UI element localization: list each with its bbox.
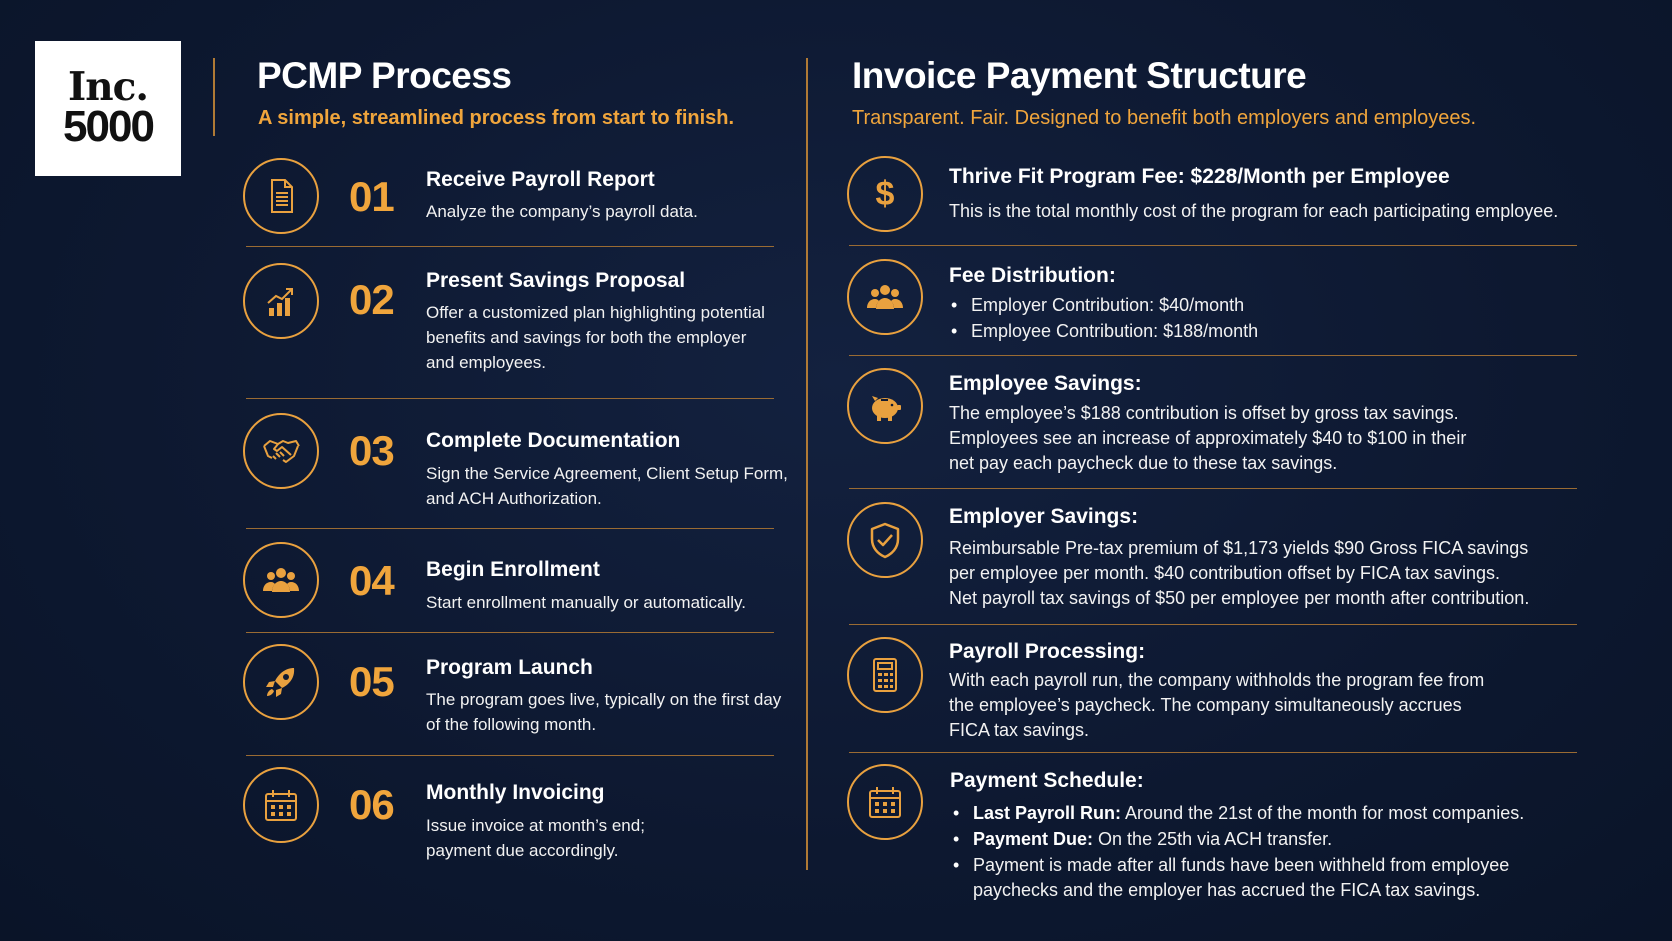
description-line: and ACH Authorization.: [426, 489, 602, 508]
pcmp-process-title: PCMP Process: [257, 55, 512, 96]
step-separator: [246, 246, 774, 247]
step-separator: [246, 528, 774, 529]
description-line: per employee per month. $40 contribution offset by FICA tax savings.: [949, 563, 1500, 583]
schedule-label: Payment Due:: [973, 829, 1094, 849]
step-title: Present Savings Proposal: [426, 269, 686, 292]
document-icon: [243, 158, 319, 234]
step-separator: [246, 398, 774, 399]
shield-check-icon: [847, 502, 923, 578]
payment-schedule-list: [951, 800, 1524, 878]
section-title: Thrive Fit Program Fee: $228/Month per Employee: [949, 165, 1450, 188]
calendar-icon: [847, 764, 923, 840]
description-line: Employees see an increase of approximately $40 to $100 in their: [949, 428, 1467, 448]
inc-5000-logo: [35, 41, 181, 176]
step-title: Monthly Invoicing: [426, 781, 605, 804]
section-separator: [849, 488, 1577, 489]
description-line: The program goes live, typically on the first day: [426, 690, 782, 709]
list-item: [951, 826, 1524, 852]
step-title: Program Launch: [426, 656, 593, 679]
step-description: [426, 461, 788, 511]
step-description: Start enrollment manually or automatically.: [426, 593, 746, 612]
description-line: net pay each paycheck due to these tax savings.: [949, 453, 1338, 473]
calculator-icon: [847, 637, 923, 713]
fee-distribution-list: [949, 292, 1258, 344]
description-line: Reimbursable Pre-tax premium of $1,173 yields $90 Gross FICA savings: [949, 538, 1529, 558]
invoice-structure-subtitle: Transparent. Fair. Designed to benefit both employers and employees.: [852, 107, 1477, 129]
section-separator: [849, 624, 1577, 625]
description-line: Issue invoice at month’s end;: [426, 816, 645, 835]
section-description: [949, 668, 1484, 743]
section-title: Employee Savings:: [949, 372, 1142, 395]
step-separator: [246, 755, 774, 756]
section-description: This is the total monthly cost of the program for each participating employee.: [949, 201, 1559, 221]
schedule-text: Around the 21st of the month for most companies.: [1121, 803, 1525, 823]
description-line: FICA tax savings.: [949, 720, 1090, 740]
logo-line-2: 5000: [63, 102, 153, 152]
step-title: Begin Enrollment: [426, 558, 600, 581]
logo-line-1: Inc.: [68, 64, 148, 111]
step-description: [426, 687, 781, 737]
step-description: [426, 300, 765, 375]
rocket-icon: [243, 644, 319, 720]
step-separator: [246, 632, 774, 633]
invoice-structure-title: Invoice Payment Structure: [852, 55, 1307, 96]
list-item: • Employer Contribution: $40/month: [949, 292, 1258, 318]
calendar-icon: [243, 767, 319, 843]
section-title: Fee Distribution:: [949, 264, 1116, 287]
svg-text:$: $: [875, 175, 895, 213]
description-line: benefits and savings for both the employer: [426, 328, 747, 347]
schedule-text: Payment is made after all funds have been withheld from employee: [973, 855, 1510, 875]
step-number: 04: [349, 557, 394, 604]
people-group-icon: [243, 542, 319, 618]
description-line: The employee’s $188 contribution is offset by gross tax savings.: [949, 403, 1459, 423]
schedule-label: Last Payroll Run:: [973, 803, 1122, 823]
column-divider: [806, 58, 808, 870]
people-group-icon: [847, 259, 923, 335]
handshake-icon: [243, 413, 319, 489]
section-separator: [849, 752, 1577, 753]
section-separator: [849, 245, 1577, 246]
step-number: 06: [349, 781, 394, 828]
description-line: and employees.: [426, 353, 547, 372]
schedule-continuation: paychecks and the employer has accrued the FICA tax savings.: [973, 880, 1481, 900]
schedule-text: On the 25th via ACH transfer.: [1093, 829, 1333, 849]
description-line: payment due accordingly.: [426, 841, 619, 860]
description-line: Sign the Service Agreement, Client Setup Form,: [426, 464, 788, 483]
section-description: [949, 536, 1529, 611]
step-number: 05: [349, 658, 394, 705]
growth-chart-icon: [243, 263, 319, 339]
section-separator: [849, 355, 1577, 356]
description-line: With each payroll run, the company withholds the program fee from: [949, 670, 1485, 690]
step-number: 01: [349, 173, 394, 220]
list-item: • Employee Contribution: $188/month: [949, 318, 1258, 344]
list-item: [951, 852, 1524, 878]
step-title: Receive Payroll Report: [426, 168, 655, 191]
step-description: Analyze the company’s payroll data.: [426, 202, 698, 221]
section-title: Payment Schedule:: [950, 769, 1144, 792]
dollar-icon: [847, 156, 923, 232]
description-line: of the following month.: [426, 715, 597, 734]
piggy-bank-icon: [847, 368, 923, 444]
list-item: [951, 800, 1524, 826]
step-number: 02: [349, 276, 394, 323]
section-title: Payroll Processing:: [949, 640, 1146, 663]
description-line: Net payroll tax savings of $50 per employee per month after contribution.: [949, 588, 1530, 608]
description-line: Offer a customized plan highlighting potential: [426, 303, 765, 322]
description-line: the employee’s paycheck. The company simultaneously accrues: [949, 695, 1462, 715]
step-title: Complete Documentation: [426, 429, 681, 452]
logo-divider: [213, 58, 215, 136]
section-title: Employer Savings:: [949, 505, 1139, 528]
pcmp-process-subtitle: A simple, streamlined process from start to finish.: [258, 107, 735, 129]
step-number: 03: [349, 427, 394, 474]
section-description: [949, 401, 1466, 476]
step-description: [426, 813, 645, 863]
